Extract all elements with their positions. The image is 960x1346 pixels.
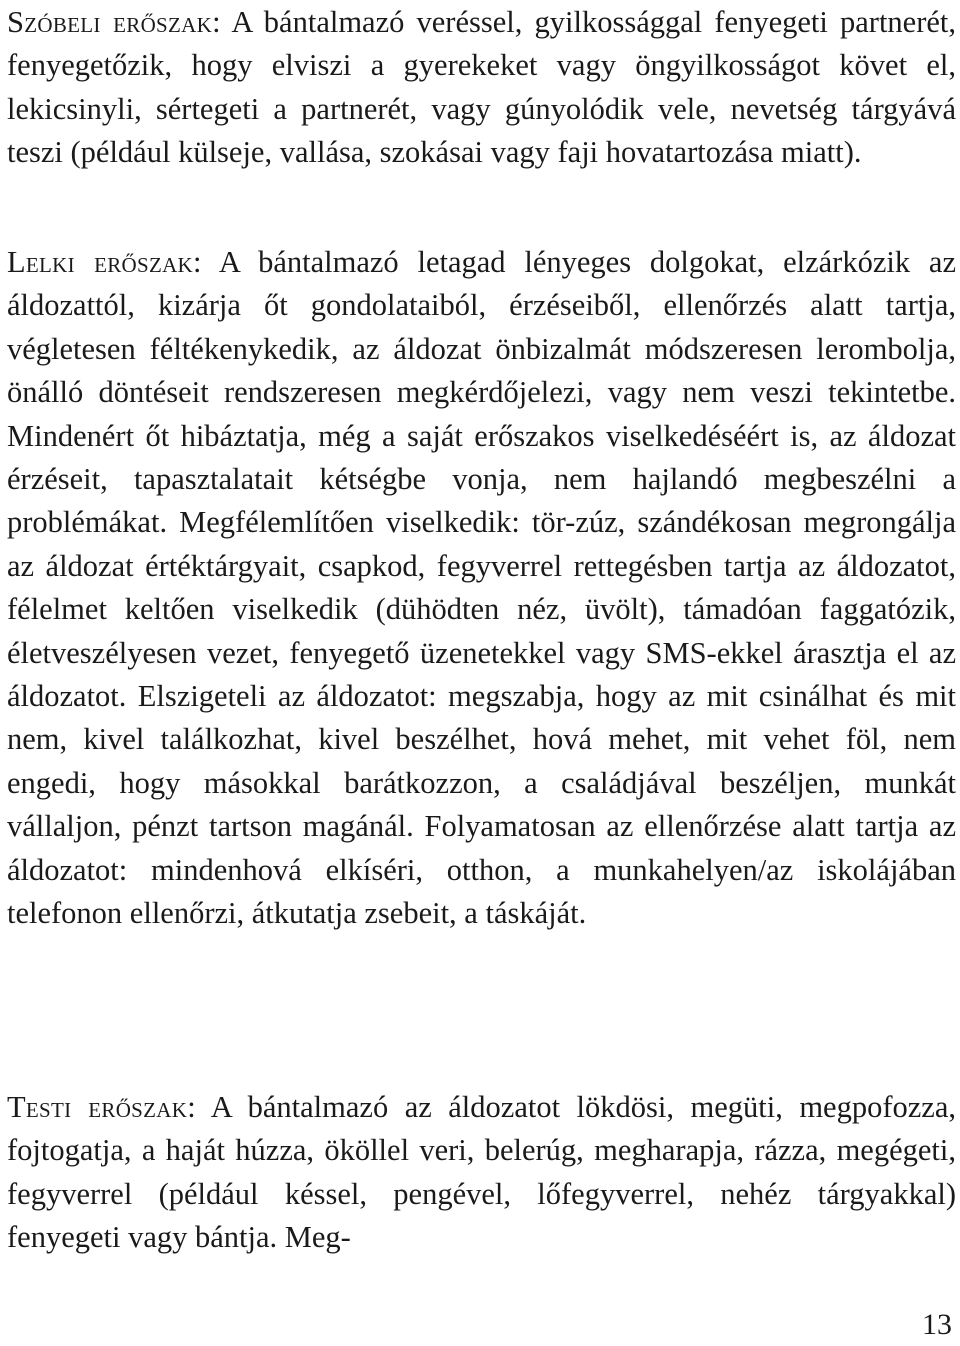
paragraph-body: A bántalmazó letagad lényeges dolgokat, elzárkózik az áldozattól, kizárja őt gondolataiból, érzéseiből, ellenőrzés alatt tartja, végletesen féltékenykedik, az áldozat önbizalmát módszeresen lerombolja, önálló döntéseit rendszeresen megkérdőjelezi, vagy nem veszi tekintetbe. Mindenért őt hibáztatja, még a saját erőszakos viselkedéséért is, az áldozat érzéseit, tapasztalatait kétségbe vonja, nem hajlandó megbeszélni a problémákat. Megfélemlítően viselkedik: tör-zúz, szándékosan megrongálja az áldozat értéktárgyait, csapkod, fegyverrel rettegésben tartja az áldozatot, félelmet keltően viselkedik (dühödten néz, üvölt), támadóan faggatózik, életveszélyesen vezet, fenyegető üzenetekkel vagy SMS-ekkel árasztja el az áldozatot. Elszigeteli az áldozatot: megszabja, hogy az mit csinálhat és mit nem, kivel találkozhat, kivel beszélhet, hová mehet, mit vehet föl, nem engedi, hogy másokkal barátkozzon, a családjával beszéljen, munkát vállaljon, pénzt tartson magánál. Folyamatosan az ellenőrzése alatt tartja az áldozatot: mindenhová elkíséri, otthon, a munkahelyen/az iskolájában telefonon ellenőrzi, átkutatja zsebeit, a táskáját. xyxy=(7,245,956,931)
paragraph-body: A bántalmazó veréssel, gyilkossággal fenyegeti partnerét, fenyegetőzik, hogy elviszi a gyerekeket vagy öngyilkosságot követ el, lekicsinyli, sértegeti a partnerét, vagy gúnyolódik vele, nevetség tárgyává teszi (például külseje, vallása, szokásai vagy faji hovatartozása miatt). xyxy=(7,5,956,170)
paragraph-verbal-abuse xyxy=(7,1,956,175)
page-number: 13 xyxy=(922,1308,952,1341)
paragraph-heading: Testi erőszak: xyxy=(7,1090,196,1124)
paragraph-heading: Szóbeli erőszak: xyxy=(7,5,221,39)
paragraph-psychological-abuse xyxy=(7,241,956,936)
paragraph-heading: Lelki erőszak: xyxy=(7,245,202,279)
paragraph-physical-abuse xyxy=(7,1086,956,1260)
paragraph-body: A bántalmazó az áldozatot lökdösi, megüti, megpofozza, fojtogatja, a haját húzza, ököllel veri, belerúg, megharapja, rázza, megégeti, fegyverrel (például késsel, pengével, lőfegyverrel, nehéz tárgyakkal) fenyegeti vagy bántja. Meg- xyxy=(7,1090,956,1255)
